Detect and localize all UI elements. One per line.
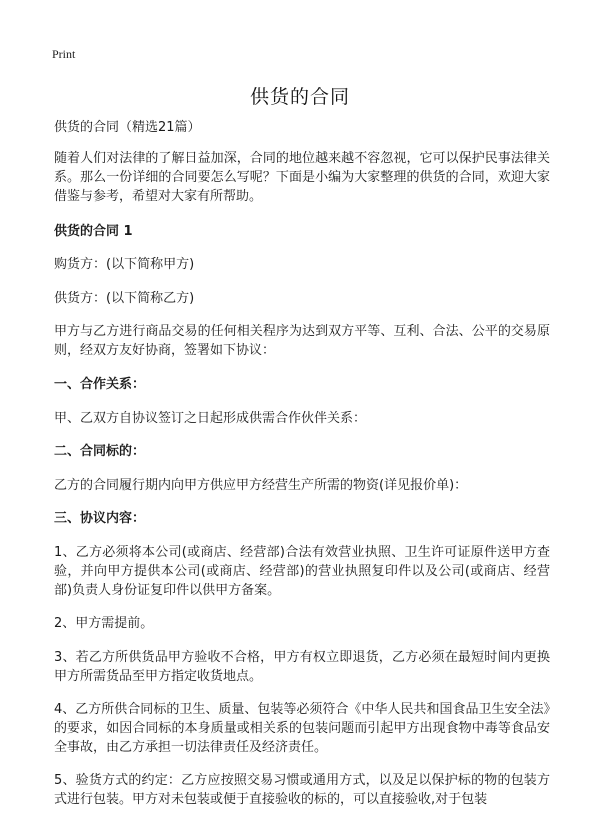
- section-1-text: 甲、乙双方自协议签订之日起形成供需合作伙伴关系：: [54, 411, 367, 426]
- clause-3: 3、若乙方所供货品甲方验收不合格，甲方有权立即退货，乙方必须在最短时间内更换甲方所需货品至甲方指定收货地点。: [54, 650, 550, 684]
- clause-2: 2、甲方需提前。: [54, 616, 154, 631]
- section-3-heading: 三、协议内容：: [54, 511, 146, 526]
- document-body: [54, 114, 550, 809]
- clause-4: 4、乙方所供合同标的卫生、质量、包装等必须符合《中华人民共和国食品卫生安全法》的要求，如因合同标的本身质量或相关系的包装问题而引起甲方出现食物中毒等食品安全事故，由乙方承担一切法律责任及经济责任。: [54, 702, 550, 755]
- document-subtitle: 供货的合同（精选21篇）: [54, 120, 201, 135]
- clause-5: 5、验货方式的约定：乙方应按照交易习惯或通用方式，以及足以保护标的物的包装方式进行包装。甲方对未包装或便于直接验收的标的，可以直接验收,对于包装: [54, 773, 550, 807]
- clause-1: 1、乙方必须将本公司(或商店、经营部)合法有效营业执照、卫生许可证原件送甲方查验，并向甲方提供本公司(或商店、经营部)的营业执照复印件以及公司(或商店、经营部)负责人身份证复印件以供甲方备案。: [54, 545, 550, 598]
- page-title: 供货的合同: [249, 86, 350, 108]
- preamble-paragraph: 甲方与乙方进行商品交易的任何相关程序为达到双方平等、互利、合法、公平的交易原则，经双方友好协商，签署如下协议：: [54, 324, 550, 358]
- section-2-text: 乙方的合同履行期内向甲方供应甲方经营生产所需的物资(详见报价单)：: [54, 478, 468, 493]
- section-2-heading: 二、合同标的：: [54, 444, 146, 459]
- section-1-heading: 一、合作关系：: [54, 377, 146, 392]
- contract-heading: 供货的合同 1: [54, 224, 133, 239]
- supplier-line: 供货方：(以下简称乙方): [54, 291, 195, 306]
- buyer-line: 购货方：(以下简称甲方): [54, 257, 195, 272]
- print-link[interactable]: Print: [52, 47, 76, 61]
- intro-paragraph: 随着人们对法律的了解日益加深，合同的地位越来越不容忽视，它可以保护民事法律关系。那么一份详细的合同要怎么写呢？下面是小编为大家整理的供货的合同，欢迎大家借鉴与参考，希望对大家有所帮助。: [54, 151, 550, 204]
